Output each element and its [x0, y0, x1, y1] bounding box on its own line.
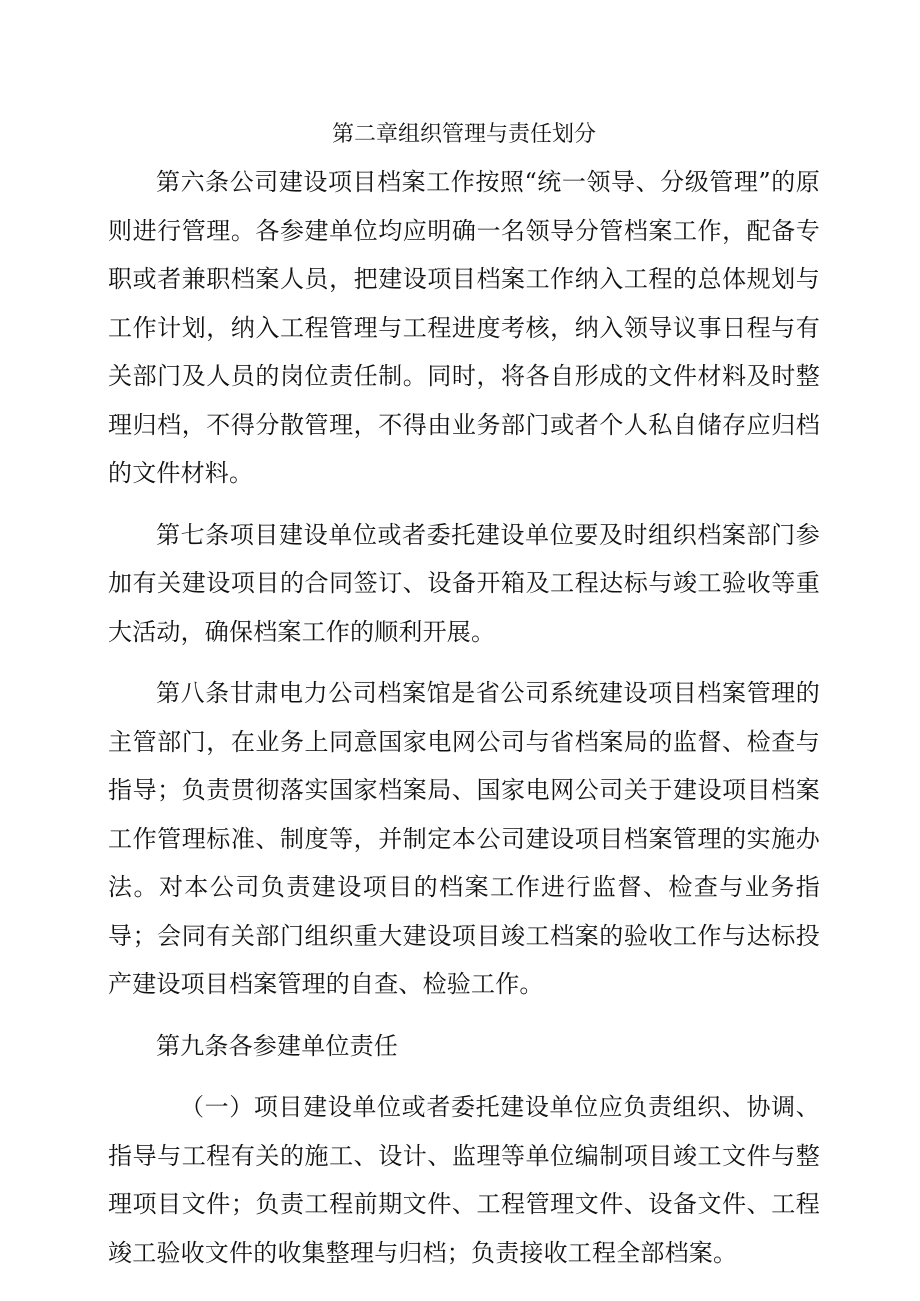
- article-6-paragraph: 第六条公司建设项目档案工作按照“统一领导、分级管理”的原则进行管理。各参建单位均应明确一名领导分管档案工作，配备专职或者兼职档案人员，把建设项目档案工作纳入工程的总体规划与工作计划，纳入工程管理与工程进度考核，纳入领导议事日程与有关部门及人员的岗位责任制。同时，将各自形成的文件材料及时整理归档，不得分散管理，不得由业务部门或者个人私自储存应归档的文件材料。: [108, 168, 820, 487]
- article-9-item-1-paragraph: （一）项目建设单位或者委托建设单位应负责组织、协调、指导与工程有关的施工、设计、监理等单位编制项目竣工文件与整理项目文件；负责工程前期文件、工程管理文件、设备文件、工程竣工验收文件的收集整理与归档；负责接收工程全部档案。: [108, 1093, 820, 1267]
- article-9-heading: 第九条各参建单位责任: [156, 1031, 398, 1060]
- document-page: [108, 112, 820, 1290]
- article-8-paragraph: 第八条甘肃电力公司档案馆是省公司系统建设项目档案管理的主管部门，在业务上同意国家电网公司与省档案局的监督、检查与指导；负责贯彻落实国家档案局、国家电网公司关于建设项目档案工作管理标准、制度等，并制定本公司建设项目档案管理的实施办法。对本公司负责建设项目的档案工作进行监督、检查与业务指导；会同有关部门组织重大建设项目竣工档案的验收工作与达标投产建设项目档案管理的自查、检验工作。: [108, 679, 820, 998]
- chapter-title: 第二章组织管理与责任划分: [331, 122, 596, 147]
- article-7-paragraph: 第七条项目建设单位或者委托建设单位要及时组织档案部门参加有关建设项目的合同签订、设备开箱及工程达标与竣工验收等重大活动，确保档案工作的顺利开展。: [108, 520, 820, 646]
